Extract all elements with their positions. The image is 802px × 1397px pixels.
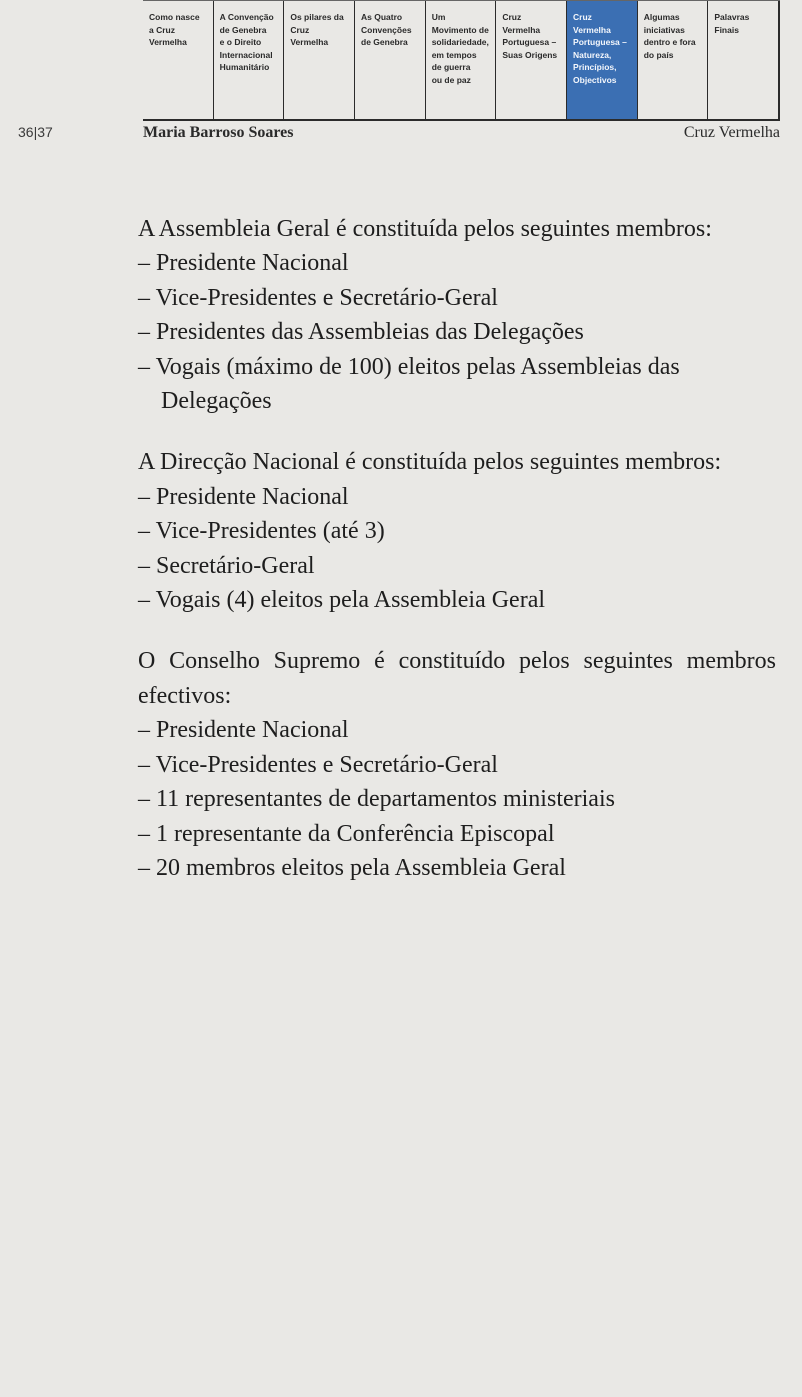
council-section	[138, 644, 776, 885]
list-item: – Vogais (máximo de 100) eleitos pelas Assembleias das	[138, 353, 680, 380]
chapter-tab-label: Palavras Finais	[714, 12, 750, 35]
chapter-tab-1[interactable]	[143, 1, 214, 119]
chapter-tab-label: Um Movimento de solidariedade, em tempos de guerra ou de paz	[431, 12, 489, 85]
chapter-tab-5[interactable]	[426, 1, 497, 119]
chapter-tab-label: Os pilares da Cruz Vermelha	[290, 12, 344, 48]
council-intro: O Conselho Supremo é constituído pelos seguintes membros efectivos:	[138, 648, 776, 709]
chapter-tab-label: Algumas iniciativas dentro e fora do país	[643, 12, 696, 60]
chapter-tab-7-active[interactable]	[567, 1, 638, 119]
main-text	[138, 212, 776, 912]
list-item: – 11 representantes de departamentos ministeriais	[138, 786, 615, 813]
chapter-tab-6[interactable]	[496, 1, 567, 119]
direction-members-list	[138, 480, 776, 618]
chapter-tab-3[interactable]	[284, 1, 355, 119]
council-members-list	[138, 713, 776, 885]
chapter-tab-label: Cruz Vermelha Portuguesa – Suas Origens	[502, 12, 558, 60]
list-item: – Vice-Presidentes e Secretário-Geral	[138, 284, 498, 311]
list-item: – Presidente Nacional	[138, 717, 349, 744]
list-item: – Secretário-Geral	[138, 552, 315, 579]
chapter-tab-4[interactable]	[355, 1, 426, 119]
chapter-tab-label: A Convenção de Genebra e o Direito Internacional Humanitário	[219, 12, 274, 73]
list-item-continuation	[138, 384, 776, 418]
chapter-tab-2[interactable]	[214, 1, 285, 119]
running-header-author: Maria Barroso Soares	[143, 124, 294, 141]
chapter-tab-label: As Quatro Convenções de Genebra	[361, 12, 412, 48]
direction-section	[138, 445, 776, 617]
chapter-tab-8[interactable]	[638, 1, 709, 119]
assembly-section	[138, 212, 776, 418]
assembly-members-list	[138, 246, 776, 418]
assembly-intro: A Assembleia Geral é constituída pelos seguintes membros:	[138, 216, 712, 242]
list-item: – Presidentes das Assembleias das Delegações	[138, 319, 584, 346]
direction-intro: A Direcção Nacional é constituída pelos seguintes membros:	[138, 449, 722, 476]
list-item: – Presidente Nacional	[138, 250, 349, 277]
list-item: – 1 representante da Conferência Episcopal	[138, 820, 555, 847]
page-numbers: 36|37	[18, 124, 53, 140]
chapter-tab-label: Cruz Vermelha Portuguesa – Natureza, Princípios, Objectivos	[573, 12, 627, 85]
chapter-tab-9[interactable]	[708, 1, 780, 119]
list-item: – Vice-Presidentes (até 3)	[138, 518, 385, 545]
chapter-tab-label: Como nasce a Cruz Vermelha	[149, 12, 200, 48]
list-item-continuation-text: Delegações	[161, 388, 272, 415]
list-item: – Presidente Nacional	[138, 483, 349, 510]
list-item: – Vice-Presidentes e Secretário-Geral	[138, 751, 498, 778]
chapter-navigation-strip	[143, 0, 780, 121]
list-item: – Vogais (4) eleitos pela Assembleia Geral	[138, 587, 546, 614]
list-item: – 20 membros eleitos pela Assembleia Geral	[138, 854, 566, 881]
running-header-section: Cruz Vermelha	[683, 124, 780, 141]
